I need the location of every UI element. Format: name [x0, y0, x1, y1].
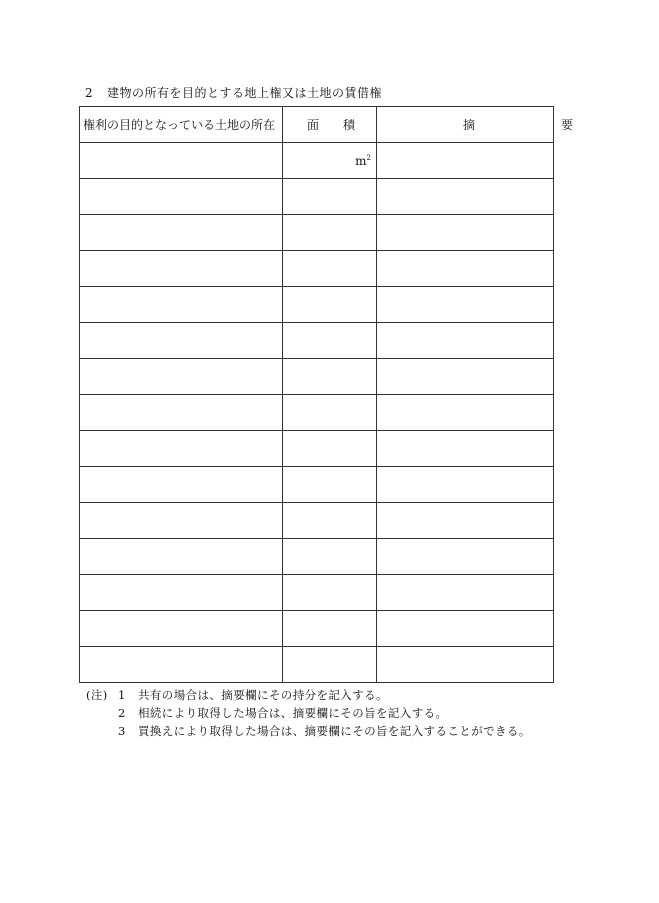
area-cell[interactable]	[283, 251, 377, 287]
header-land-location: 権利の目的となっている土地の所在	[80, 107, 283, 143]
remarks-cell[interactable]	[377, 395, 554, 431]
remarks-cell[interactable]	[377, 359, 554, 395]
remarks-cell[interactable]	[377, 143, 554, 179]
table-row	[80, 503, 554, 539]
area-cell[interactable]	[283, 503, 377, 539]
remarks-cell[interactable]	[377, 323, 554, 359]
remarks-cell[interactable]	[377, 503, 554, 539]
table-body	[80, 143, 554, 683]
note-item	[86, 722, 531, 740]
location-cell[interactable]	[80, 143, 283, 179]
table-row	[80, 467, 554, 503]
note-text: 相続により取得した場合は、摘要欄にその旨を記入する。	[138, 706, 448, 720]
area-cell[interactable]	[283, 143, 377, 179]
table-row	[80, 359, 554, 395]
note-number: 2	[118, 706, 126, 720]
note-text: 買換えにより取得した場合は、摘要欄にその旨を記入することができる。	[138, 724, 531, 738]
remarks-cell[interactable]	[377, 431, 554, 467]
location-cell[interactable]	[80, 467, 283, 503]
location-cell[interactable]	[80, 539, 283, 575]
table-row	[80, 539, 554, 575]
location-cell[interactable]	[80, 395, 283, 431]
area-unit: m	[355, 153, 367, 168]
table-row	[80, 647, 554, 683]
remarks-cell[interactable]	[377, 215, 554, 251]
note-item	[86, 704, 531, 722]
area-cell[interactable]	[283, 287, 377, 323]
location-cell[interactable]	[80, 179, 283, 215]
location-cell[interactable]	[80, 359, 283, 395]
area-cell[interactable]	[283, 431, 377, 467]
remarks-cell[interactable]	[377, 251, 554, 287]
location-cell[interactable]	[80, 575, 283, 611]
table-row	[80, 179, 554, 215]
area-unit-exponent: 2	[366, 153, 371, 162]
header-remarks: 摘要	[377, 107, 554, 143]
section-title: 建物の所有を目的とする地上権又は土地の賃借権	[107, 86, 383, 100]
section-number: 2	[85, 86, 94, 100]
location-cell[interactable]	[80, 503, 283, 539]
remarks-cell[interactable]	[377, 179, 554, 215]
location-cell[interactable]	[80, 251, 283, 287]
table-row	[80, 431, 554, 467]
note-item	[86, 686, 531, 704]
remarks-cell[interactable]	[377, 287, 554, 323]
area-cell[interactable]	[283, 323, 377, 359]
remarks-cell[interactable]	[377, 611, 554, 647]
table-row	[80, 575, 554, 611]
area-cell[interactable]	[283, 611, 377, 647]
table-row	[80, 287, 554, 323]
area-cell[interactable]	[283, 359, 377, 395]
area-cell[interactable]	[283, 215, 377, 251]
notes-prefix: (注)	[86, 688, 108, 702]
remarks-cell[interactable]	[377, 539, 554, 575]
remarks-cell[interactable]	[377, 467, 554, 503]
location-cell[interactable]	[80, 323, 283, 359]
area-cell[interactable]	[283, 467, 377, 503]
land-rights-table	[79, 106, 659, 683]
note-number: 3	[118, 724, 126, 738]
table-row	[80, 611, 554, 647]
table-row	[80, 215, 554, 251]
header-area: 面積	[283, 107, 377, 143]
table-row	[80, 251, 554, 287]
area-cell[interactable]	[283, 647, 377, 683]
remarks-cell[interactable]	[377, 647, 554, 683]
note-number: 1	[118, 688, 126, 702]
location-cell[interactable]	[80, 431, 283, 467]
area-cell[interactable]	[283, 539, 377, 575]
remarks-cell[interactable]	[377, 575, 554, 611]
section-heading	[85, 84, 382, 101]
notes-section	[86, 686, 531, 740]
table-header-row	[80, 107, 554, 143]
table-row	[80, 143, 554, 179]
location-cell[interactable]	[80, 215, 283, 251]
note-text: 共有の場合は、摘要欄にその持分を記入する。	[138, 688, 388, 702]
table-row	[80, 395, 554, 431]
area-cell[interactable]	[283, 575, 377, 611]
location-cell[interactable]	[80, 647, 283, 683]
table-row	[80, 323, 554, 359]
location-cell[interactable]	[80, 611, 283, 647]
location-cell[interactable]	[80, 287, 283, 323]
area-cell[interactable]	[283, 179, 377, 215]
area-cell[interactable]	[283, 395, 377, 431]
